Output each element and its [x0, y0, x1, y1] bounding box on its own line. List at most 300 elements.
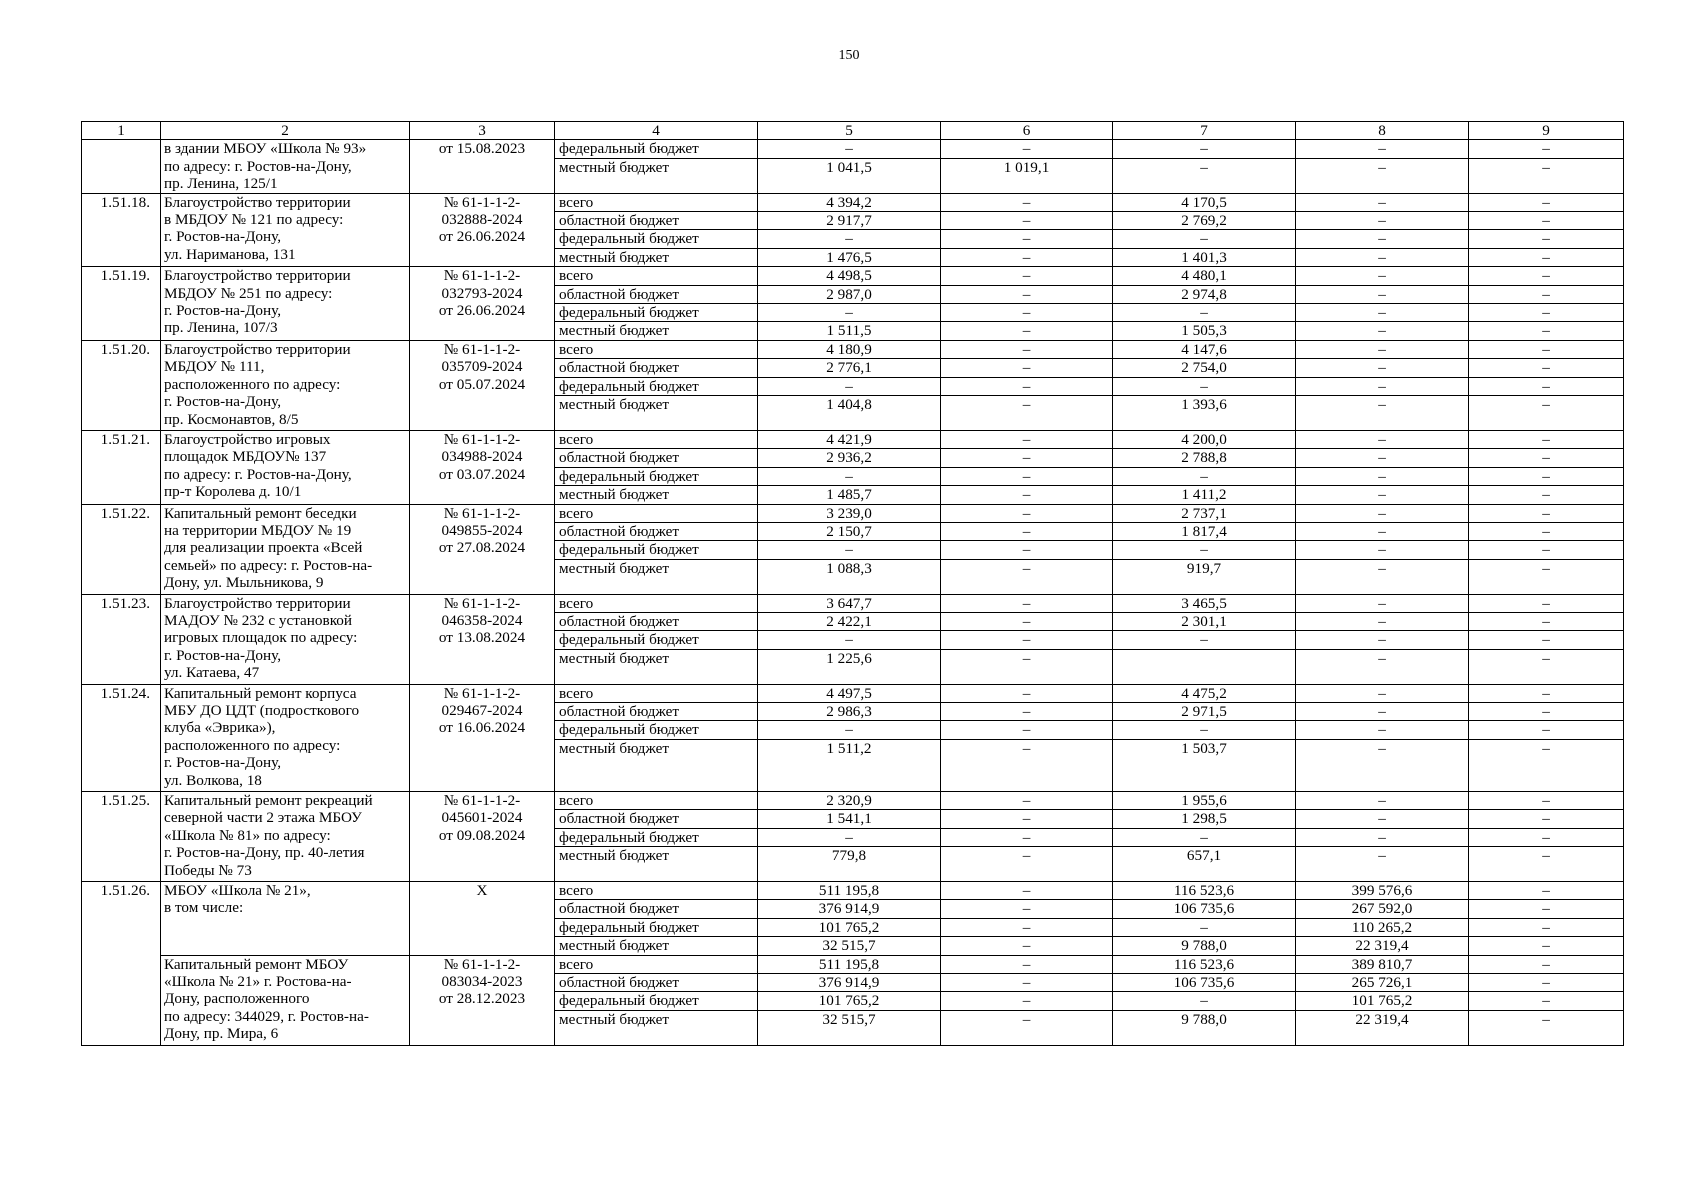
amount-cell: 2 987,0 [758, 285, 941, 303]
funding-source: местный бюджет [555, 486, 758, 504]
item-document-line: № 61-1-1-2- [443, 340, 521, 358]
amount-cell: – [1113, 230, 1296, 248]
amount-cell: 1 411,2 [1113, 486, 1296, 504]
amount-cell: – [941, 467, 1113, 485]
item-name-line: Капитальный ремонт МБОУ [164, 955, 349, 973]
amount-cell: – [941, 791, 1113, 809]
item-name-line: МАДОУ № 232 с установкой [164, 611, 353, 629]
amount-cell: – [1113, 828, 1296, 846]
amount-cell: 4 180,9 [758, 340, 941, 358]
item-document-line: от 13.08.2024 [438, 629, 526, 647]
amount-cell: 511 195,8 [758, 955, 941, 973]
item-document-line: № 61-1-1-2- [443, 504, 521, 522]
item-document-line: от 26.06.2024 [438, 302, 526, 320]
amount-cell: – [941, 285, 1113, 303]
item-document-line: 045601-2024 [441, 809, 523, 827]
amount-cell: 1 019,1 [941, 158, 1113, 193]
amount-cell: – [941, 140, 1113, 158]
table-row [82, 791, 1624, 809]
funding-source: областной бюджет [555, 522, 758, 540]
amount-cell: – [1296, 140, 1469, 158]
amount-cell: 2 422,1 [758, 612, 941, 630]
amount-cell: – [1296, 559, 1469, 594]
funding-source: всего [555, 340, 758, 358]
item-name-line: в МБДОУ № 121 по адресу: [164, 211, 344, 229]
amount-cell: – [1296, 467, 1469, 485]
amount-cell: 4 394,2 [758, 193, 941, 211]
amount-cell: – [1296, 504, 1469, 522]
amount-cell: 376 914,9 [758, 974, 941, 992]
amount-cell: – [941, 631, 1113, 649]
amount-cell: – [1469, 721, 1624, 739]
amount-cell: 1 955,6 [1113, 791, 1296, 809]
amount-cell: – [941, 974, 1113, 992]
item-name-line: по адресу: г. Ростов-на-Дону, [164, 157, 352, 175]
amount-cell: – [1113, 140, 1296, 158]
item-name-line: Дону, расположенного [164, 990, 310, 1008]
amount-cell: – [1469, 881, 1624, 899]
table-body [82, 122, 1624, 1046]
amount-cell: 1 503,7 [1113, 739, 1296, 791]
amount-cell: – [1469, 396, 1624, 431]
amount-cell: 2 986,3 [758, 702, 941, 720]
amount-cell: 919,7 [1113, 559, 1296, 594]
item-name-line: Благоустройство территории [164, 193, 351, 211]
item-document [410, 881, 555, 955]
amount-cell: – [1296, 721, 1469, 739]
amount-cell: – [941, 522, 1113, 540]
item-name [161, 955, 410, 1045]
item-name-line: г. Ростов-на-Дону, [164, 754, 282, 772]
item-code: 1.51.25. [82, 791, 161, 881]
amount-cell: 2 301,1 [1113, 612, 1296, 630]
amount-cell: 376 914,9 [758, 900, 941, 918]
item-document-line: № 61-1-1-2- [443, 594, 521, 612]
amount-cell: – [1469, 559, 1624, 594]
column-header: 4 [555, 122, 758, 140]
amount-cell: – [1113, 992, 1296, 1010]
item-name [161, 504, 410, 594]
funding-source: федеральный бюджет [555, 304, 758, 322]
amount-cell: – [1296, 594, 1469, 612]
item-code [82, 140, 161, 193]
item-name-line: для реализации проекта «Всей [164, 539, 363, 557]
item-code: 1.51.21. [82, 430, 161, 504]
amount-cell: – [1113, 918, 1296, 936]
column-header: 2 [161, 122, 410, 140]
amount-cell: – [941, 1010, 1113, 1045]
funding-source: всего [555, 791, 758, 809]
budget-table [81, 121, 1624, 1046]
item-name [161, 267, 410, 341]
funding-source: областной бюджет [555, 612, 758, 630]
amount-cell: – [1296, 847, 1469, 882]
amount-cell: – [1469, 158, 1624, 193]
item-name-line: «Школа № 81» по адресу: [164, 826, 331, 844]
amount-cell: – [941, 212, 1113, 230]
funding-source: местный бюджет [555, 649, 758, 684]
amount-cell: 399 576,6 [1296, 881, 1469, 899]
item-name-line: Благоустройство игровых [164, 430, 331, 448]
amount-cell: – [1296, 702, 1469, 720]
funding-source: всего [555, 955, 758, 973]
item-document [410, 193, 555, 267]
funding-source: местный бюджет [555, 1010, 758, 1045]
item-name [161, 340, 410, 430]
column-header: 8 [1296, 122, 1469, 140]
amount-cell: 1 298,5 [1113, 810, 1296, 828]
table-row [82, 193, 1624, 211]
table-row [82, 881, 1624, 899]
item-document-line: от 27.08.2024 [438, 539, 526, 557]
funding-source: местный бюджет [555, 739, 758, 791]
item-name-line: площадок МБДОУ№ 137 [164, 448, 327, 466]
amount-cell: 4 497,5 [758, 684, 941, 702]
amount-cell: – [1296, 248, 1469, 266]
table-row [82, 684, 1624, 702]
table-row [82, 504, 1624, 522]
item-name-line: игровых площадок по адресу: [164, 629, 358, 647]
item-name-line: расположенного по адресу: [164, 736, 341, 754]
item-name-line: Благоустройство территории [164, 267, 351, 285]
amount-cell: – [1296, 267, 1469, 285]
item-document-line: от 26.06.2024 [438, 228, 526, 246]
amount-cell: 3 239,0 [758, 504, 941, 522]
funding-source: федеральный бюджет [555, 992, 758, 1010]
item-name-line: клуба «Эврика»), [164, 719, 276, 737]
funding-source: областной бюджет [555, 810, 758, 828]
amount-cell: – [1113, 631, 1296, 649]
item-document-line: 035709-2024 [441, 358, 523, 376]
amount-cell: – [1469, 955, 1624, 973]
amount-cell: – [1296, 522, 1469, 540]
funding-source: всего [555, 504, 758, 522]
amount-cell: – [1469, 992, 1624, 1010]
amount-cell: – [1469, 684, 1624, 702]
funding-source: федеральный бюджет [555, 918, 758, 936]
item-name-line: расположенного по адресу: [164, 375, 341, 393]
item-document-line: № 61-1-1-2- [443, 430, 521, 448]
item-name [161, 594, 410, 684]
item-document [410, 340, 555, 430]
amount-cell: – [1296, 739, 1469, 791]
item-name-line: семьей» по адресу: г. Ростов-на- [164, 556, 373, 574]
item-name-line: Капитальный ремонт рекреаций [164, 791, 373, 809]
amount-cell: – [941, 900, 1113, 918]
amount-cell: – [941, 937, 1113, 955]
amount-cell: 2 917,7 [758, 212, 941, 230]
amount-cell: – [1296, 684, 1469, 702]
item-document-line: 029467-2024 [441, 701, 523, 719]
amount-cell: – [1469, 918, 1624, 936]
item-document-line: № 61-1-1-2- [443, 791, 521, 809]
item-document [410, 504, 555, 594]
item-name-line: Капитальный ремонт беседки [164, 504, 357, 522]
funding-source: местный бюджет [555, 158, 758, 193]
item-document-line: Х [476, 881, 488, 899]
funding-source: местный бюджет [555, 937, 758, 955]
funding-source: местный бюджет [555, 396, 758, 431]
amount-cell: – [1296, 304, 1469, 322]
item-document-line: от 03.07.2024 [438, 465, 526, 483]
amount-cell: 4 480,1 [1113, 267, 1296, 285]
item-name [161, 430, 410, 504]
amount-cell: – [941, 828, 1113, 846]
page-number: 150 [838, 48, 860, 63]
item-name-line: г. Ростов-на-Дону, [164, 646, 282, 664]
amount-cell: – [1469, 267, 1624, 285]
amount-cell: – [1469, 212, 1624, 230]
funding-source: федеральный бюджет [555, 828, 758, 846]
table-row [82, 140, 1624, 158]
item-name [161, 791, 410, 881]
funding-source: всего [555, 881, 758, 899]
funding-source: местный бюджет [555, 248, 758, 266]
amount-cell: – [1469, 900, 1624, 918]
amount-cell: 101 765,2 [758, 992, 941, 1010]
amount-cell: 101 765,2 [758, 918, 941, 936]
funding-source: всего [555, 193, 758, 211]
item-name-line: в том числе: [164, 899, 244, 917]
amount-cell: – [941, 955, 1113, 973]
amount-cell: – [941, 230, 1113, 248]
funding-source: федеральный бюджет [555, 467, 758, 485]
amount-cell: – [1113, 377, 1296, 395]
amount-cell: – [1296, 285, 1469, 303]
item-code: 1.51.26. [82, 881, 161, 955]
funding-source: всего [555, 684, 758, 702]
amount-cell: 779,8 [758, 847, 941, 882]
amount-cell: – [1296, 230, 1469, 248]
amount-cell: 32 515,7 [758, 937, 941, 955]
funding-source: областной бюджет [555, 285, 758, 303]
amount-cell: – [1469, 230, 1624, 248]
item-name-line: г. Ростов-на-Дону, [164, 302, 282, 320]
amount-cell: – [1296, 649, 1469, 684]
amount-cell: – [1469, 631, 1624, 649]
amount-cell: – [1296, 810, 1469, 828]
amount-cell: – [1469, 322, 1624, 340]
funding-source: федеральный бюджет [555, 721, 758, 739]
amount-cell: – [1113, 541, 1296, 559]
item-name-line: МБУ ДО ЦДТ (подросткового [164, 701, 360, 719]
amount-cell: 4 475,2 [1113, 684, 1296, 702]
amount-cell: 1 541,1 [758, 810, 941, 828]
item-name-line: МБДОУ № 111, [164, 358, 265, 376]
item-document [410, 267, 555, 341]
amount-cell: – [941, 504, 1113, 522]
amount-cell: 106 735,6 [1113, 900, 1296, 918]
amount-cell: – [941, 810, 1113, 828]
item-code: 1.51.23. [82, 594, 161, 684]
amount-cell: 3 647,7 [758, 594, 941, 612]
amount-cell: – [1469, 504, 1624, 522]
funding-source: федеральный бюджет [555, 631, 758, 649]
amount-cell: – [1469, 649, 1624, 684]
amount-cell: – [941, 377, 1113, 395]
amount-cell: – [1296, 158, 1469, 193]
item-document-line: № 61-1-1-2- [443, 193, 521, 211]
amount-cell: 1 088,3 [758, 559, 941, 594]
item-document-line: 083034-2023 [441, 973, 523, 990]
amount-cell: – [941, 559, 1113, 594]
column-header: 5 [758, 122, 941, 140]
amount-cell: – [941, 918, 1113, 936]
item-name-line: Победы № 73 [164, 861, 252, 879]
amount-cell: – [1469, 522, 1624, 540]
amount-cell: – [1469, 193, 1624, 211]
amount-cell: – [941, 486, 1113, 504]
amount-cell: – [758, 467, 941, 485]
amount-cell: – [1113, 467, 1296, 485]
amount-cell: – [941, 721, 1113, 739]
funding-source: федеральный бюджет [555, 377, 758, 395]
amount-cell: – [1469, 810, 1624, 828]
funding-source: областной бюджет [555, 359, 758, 377]
item-name [161, 881, 410, 955]
amount-cell: – [758, 721, 941, 739]
header-row [82, 122, 1624, 140]
amount-cell: 2 776,1 [758, 359, 941, 377]
amount-cell: – [1469, 974, 1624, 992]
amount-cell: – [941, 612, 1113, 630]
amount-cell: – [1296, 631, 1469, 649]
amount-cell: – [1113, 304, 1296, 322]
amount-cell: – [1296, 449, 1469, 467]
item-name-line: по адресу: г. Ростов-на-Дону, [164, 465, 352, 483]
amount-cell: – [1296, 340, 1469, 358]
amount-cell: 657,1 [1113, 847, 1296, 882]
item-document [410, 594, 555, 684]
column-header: 9 [1469, 122, 1624, 140]
item-name-line: Благоустройство территории [164, 340, 351, 358]
amount-cell: 1 817,4 [1113, 522, 1296, 540]
item-code: 1.51.24. [82, 684, 161, 791]
table-row [82, 955, 1624, 973]
amount-cell: 101 765,2 [1296, 992, 1469, 1010]
amount-cell: – [758, 304, 941, 322]
amount-cell: 4 170,5 [1113, 193, 1296, 211]
amount-cell: – [1296, 193, 1469, 211]
amount-cell: 267 592,0 [1296, 900, 1469, 918]
amount-cell: – [758, 828, 941, 846]
item-name-line: ул. Волкова, 18 [164, 771, 262, 789]
amount-cell: – [941, 193, 1113, 211]
amount-cell: – [1113, 158, 1296, 193]
item-document-line: № 61-1-1-2- [443, 684, 521, 702]
column-header: 1 [82, 122, 161, 140]
column-header: 3 [410, 122, 555, 140]
amount-cell: – [758, 140, 941, 158]
amount-cell: 1 225,6 [758, 649, 941, 684]
amount-cell: 9 788,0 [1113, 1010, 1296, 1045]
item-document-line: от 15.08.2023 [438, 140, 526, 158]
amount-cell: – [941, 684, 1113, 702]
funding-source: областной бюджет [555, 974, 758, 992]
item-document [410, 791, 555, 881]
amount-cell: – [1469, 449, 1624, 467]
item-code [82, 955, 161, 1045]
amount-cell: – [941, 992, 1113, 1010]
amount-cell: 1 041,5 [758, 158, 941, 193]
amount-cell: – [941, 847, 1113, 882]
item-document [410, 140, 555, 193]
item-name-line: Дону, пр. Мира, 6 [164, 1025, 279, 1043]
amount-cell: 4 421,9 [758, 430, 941, 448]
table-row [82, 594, 1624, 612]
funding-source: федеральный бюджет [555, 541, 758, 559]
amount-cell: – [1296, 396, 1469, 431]
item-name-line: в здании МБОУ «Школа № 93» [164, 140, 367, 158]
amount-cell: – [1469, 594, 1624, 612]
item-name-line: на территории МБДОУ № 19 [164, 521, 352, 539]
amount-cell: – [1469, 486, 1624, 504]
item-name-line: г. Ростов-на-Дону, пр. 40-летия [164, 844, 365, 862]
amount-cell: 2 754,0 [1113, 359, 1296, 377]
amount-cell: 2 974,8 [1113, 285, 1296, 303]
amount-cell: 2 971,5 [1113, 702, 1296, 720]
amount-cell: 1 404,8 [758, 396, 941, 431]
amount-cell: 1 485,7 [758, 486, 941, 504]
amount-cell: – [941, 322, 1113, 340]
amount-cell: – [1296, 359, 1469, 377]
item-name-line: ул. Катаева, 47 [164, 664, 260, 682]
amount-cell: 389 810,7 [1296, 955, 1469, 973]
amount-cell: 1 511,5 [758, 322, 941, 340]
amount-cell: – [1296, 430, 1469, 448]
amount-cell: – [1469, 140, 1624, 158]
item-name-line: пр. Ленина, 107/3 [164, 319, 278, 337]
amount-cell: 110 265,2 [1296, 918, 1469, 936]
amount-cell: – [1296, 612, 1469, 630]
item-code: 1.51.20. [82, 340, 161, 430]
amount-cell: – [1469, 359, 1624, 377]
amount-cell: – [758, 377, 941, 395]
item-document-line: № 61-1-1-2- [443, 955, 521, 973]
amount-cell: – [941, 739, 1113, 791]
item-name-line: пр. Ленина, 125/1 [164, 175, 278, 193]
amount-cell: 22 319,4 [1296, 1010, 1469, 1045]
amount-cell: – [1469, 430, 1624, 448]
amount-cell: – [1469, 304, 1624, 322]
amount-cell: – [1469, 791, 1624, 809]
amount-cell: – [1296, 486, 1469, 504]
amount-cell: – [941, 594, 1113, 612]
amount-cell: – [941, 396, 1113, 431]
amount-cell: – [1296, 322, 1469, 340]
item-name [161, 193, 410, 267]
amount-cell: – [1469, 937, 1624, 955]
amount-cell: 2 936,2 [758, 449, 941, 467]
amount-cell: – [941, 541, 1113, 559]
item-name-line: г. Ростов-на-Дону, [164, 393, 282, 411]
amount-cell: 1 393,6 [1113, 396, 1296, 431]
amount-cell: 2 788,8 [1113, 449, 1296, 467]
funding-source: всего [555, 267, 758, 285]
amount-cell: – [1469, 467, 1624, 485]
column-header: 7 [1113, 122, 1296, 140]
amount-cell: – [941, 881, 1113, 899]
amount-cell: – [941, 649, 1113, 684]
amount-cell: 116 523,6 [1113, 881, 1296, 899]
table-row [82, 340, 1624, 358]
amount-cell: – [1469, 285, 1624, 303]
item-name-line: по адресу: 344029, г. Ростов-на- [164, 1007, 369, 1025]
item-name [161, 684, 410, 791]
amount-cell: 2 320,9 [758, 791, 941, 809]
amount-cell: – [1469, 739, 1624, 791]
item-document [410, 955, 555, 1045]
